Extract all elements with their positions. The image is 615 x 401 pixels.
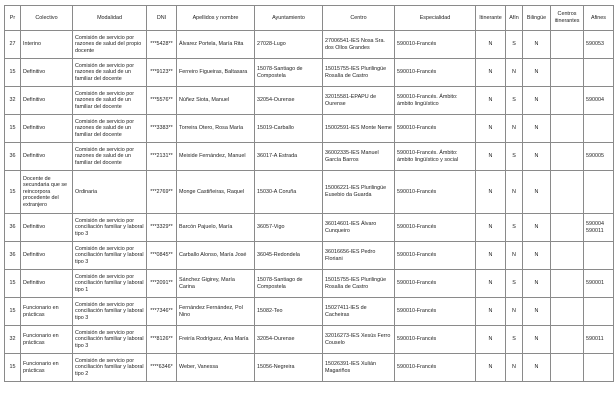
cell-dni: ***2131** [147, 143, 177, 171]
header-row [5, 6, 614, 31]
cell-apellidos-nombre: Barcón Pajuelo, María [177, 214, 255, 242]
cell-apellidos-nombre: Ferreiro Figueiras, Baltasara [177, 59, 255, 87]
cell-dni: ***3383** [147, 115, 177, 143]
cell-dni: ***9123** [147, 59, 177, 87]
cell-afines [584, 115, 614, 143]
cell-afin: S [506, 326, 523, 354]
header-colectivo: Colectivo [21, 6, 73, 31]
cell-apellidos-nombre: Fernández Fernández, Pol Nino [177, 298, 255, 326]
cell-ayuntamiento: 36057-Vigo [255, 214, 323, 242]
cell-bilingue: N [523, 326, 551, 354]
cell-apellidos-nombre: Weber, Vanessa [177, 354, 255, 382]
cell-itinerante: N [476, 298, 506, 326]
cell-especialidad: 590010-Francés [395, 59, 476, 87]
cell-afines: 590011 [584, 326, 614, 354]
cell-bilingue: N [523, 87, 551, 115]
cell-afines: 590005 [584, 143, 614, 171]
cell-centro: 32015581-EPAPU de Ourense [323, 87, 395, 115]
cell-pr: 36 [5, 143, 21, 171]
cell-itinerante: N [476, 354, 506, 382]
cell-especialidad: 590010-Francés [395, 270, 476, 298]
cell-centro: 36002335-IES Manuel García Barros [323, 143, 395, 171]
cell-modalidad: Ordinaria [73, 171, 147, 214]
cell-colectivo: Funcionario en prácticas [21, 298, 73, 326]
cell-modalidad: Comisión de servicio por conciliación familiar y laboral tipo 3 [73, 298, 147, 326]
cell-bilingue: N [523, 242, 551, 270]
cell-pr: 36 [5, 242, 21, 270]
cell-apellidos-nombre: Meixide Fernández, Manuel [177, 143, 255, 171]
cell-afines [584, 354, 614, 382]
cell-especialidad: 590010-Francés [395, 354, 476, 382]
cell-apellidos-nombre: Carballo Alonso, María José [177, 242, 255, 270]
cell-ayuntamiento: 15082-Teo [255, 298, 323, 326]
cell-itinerante: N [476, 115, 506, 143]
cell-especialidad: 590010-Francés [395, 298, 476, 326]
cell-colectivo: Definitivo [21, 59, 73, 87]
cell-centro: 36014601-IES Álvaro Cunqueiro [323, 214, 395, 242]
table-row [5, 214, 614, 242]
cell-centros-itinerantes [551, 87, 584, 115]
cell-afin: N [506, 354, 523, 382]
cell-afines [584, 298, 614, 326]
header-bilingue: Bilingüe [523, 6, 551, 31]
cell-itinerante: N [476, 326, 506, 354]
cell-ayuntamiento: 15078-Santiago de Compostela [255, 59, 323, 87]
cell-especialidad: 590010-Francés [395, 242, 476, 270]
cell-bilingue: N [523, 171, 551, 214]
cell-bilingue: N [523, 31, 551, 59]
table-row [5, 59, 614, 87]
cell-bilingue: N [523, 143, 551, 171]
cell-centro: 15026391-IES Xulián Magariños [323, 354, 395, 382]
cell-modalidad: Comisión de servicio por razones de salud de un familiar del docente [73, 59, 147, 87]
cell-dni: ***3329** [147, 214, 177, 242]
cell-centros-itinerantes [551, 171, 584, 214]
cell-colectivo: Funcionario en prácticas [21, 326, 73, 354]
cell-itinerante: N [476, 31, 506, 59]
header-centro: Centro [323, 6, 395, 31]
cell-centros-itinerantes [551, 59, 584, 87]
cell-modalidad: Comisión de servicio por conciliación familiar y laboral tipo 2 [73, 354, 147, 382]
cell-afin: N [506, 242, 523, 270]
cell-dni: ***2769** [147, 171, 177, 214]
cell-centro: 15015755-IES Plurilingüe Rosalía de Castro [323, 59, 395, 87]
cell-colectivo: Definitivo [21, 270, 73, 298]
cell-centro: 15027411-IES de Cacheiras [323, 298, 395, 326]
cell-bilingue: N [523, 298, 551, 326]
cell-ayuntamiento: 15056-Negreira [255, 354, 323, 382]
cell-afines [584, 171, 614, 214]
cell-centro: 32016273-IES Xesús Ferro Couselo [323, 326, 395, 354]
cell-colectivo: Funcionario en prácticas [21, 354, 73, 382]
table-row [5, 115, 614, 143]
cell-dni: ***0845** [147, 242, 177, 270]
cell-afin: N [506, 171, 523, 214]
cell-ayuntamiento: 36017-A Estrada [255, 143, 323, 171]
cell-centros-itinerantes [551, 270, 584, 298]
cell-dni: ***5576** [147, 87, 177, 115]
header-itinerante: Itinerante [476, 6, 506, 31]
cell-especialidad: 590010-Francés. Ámbito: ámbito lingüístico y social [395, 143, 476, 171]
cell-colectivo: Docente de secundaria que se reincorpora procedente del extranjero [21, 171, 73, 214]
cell-apellidos-nombre: Freiría Rodríguez, Ana María [177, 326, 255, 354]
cell-bilingue: N [523, 214, 551, 242]
table-row [5, 354, 614, 382]
assignments-table [4, 5, 614, 382]
cell-centros-itinerantes [551, 298, 584, 326]
cell-bilingue: N [523, 59, 551, 87]
cell-itinerante: N [476, 87, 506, 115]
cell-centros-itinerantes [551, 242, 584, 270]
header-dni: DNI [147, 6, 177, 31]
cell-itinerante: N [476, 270, 506, 298]
cell-ayuntamiento: 32054-Ourense [255, 326, 323, 354]
cell-pr: 15 [5, 270, 21, 298]
header-ayuntamiento: Ayuntamiento [255, 6, 323, 31]
cell-especialidad: 590010-Francés [395, 115, 476, 143]
cell-pr: 32 [5, 326, 21, 354]
cell-ayuntamiento: 27028-Lugo [255, 31, 323, 59]
cell-centros-itinerantes [551, 354, 584, 382]
table-row [5, 31, 614, 59]
cell-pr: 15 [5, 354, 21, 382]
cell-afin: S [506, 214, 523, 242]
cell-pr: 32 [5, 87, 21, 115]
cell-centro: 15002591-IES Monte Neme [323, 115, 395, 143]
cell-centro: 15006221-IES Plurilingüe Eusebio da Guarda [323, 171, 395, 214]
cell-afines: 590001 [584, 270, 614, 298]
header-especialidad: Especialidad [395, 6, 476, 31]
cell-itinerante: N [476, 214, 506, 242]
cell-ayuntamiento: 36045-Redondela [255, 242, 323, 270]
cell-centros-itinerantes [551, 143, 584, 171]
cell-afin: S [506, 31, 523, 59]
header-pr: Pr [5, 6, 21, 31]
table-row [5, 87, 614, 115]
cell-modalidad: Comisión de servicio por conciliación familiar y laboral tipo 1 [73, 270, 147, 298]
cell-colectivo: Definitivo [21, 214, 73, 242]
cell-pr: 15 [5, 59, 21, 87]
cell-apellidos-nombre: Núñez Siota, Manuel [177, 87, 255, 115]
table-row [5, 242, 614, 270]
cell-colectivo: Definitivo [21, 242, 73, 270]
cell-bilingue: N [523, 354, 551, 382]
table-row [5, 171, 614, 214]
cell-dni: ****6346* [147, 354, 177, 382]
cell-apellidos-nombre: Monge Castiñeiras, Raquel [177, 171, 255, 214]
cell-itinerante: N [476, 59, 506, 87]
cell-ayuntamiento: 15019-Carballo [255, 115, 323, 143]
cell-itinerante: N [476, 242, 506, 270]
cell-centros-itinerantes [551, 31, 584, 59]
cell-pr: 36 [5, 214, 21, 242]
header-afin: Afín [506, 6, 523, 31]
cell-apellidos-nombre: Sánchez Gigirey, María Carina [177, 270, 255, 298]
cell-itinerante: N [476, 143, 506, 171]
header-modalidad: Modalidad [73, 6, 147, 31]
cell-colectivo: Interino [21, 31, 73, 59]
cell-centros-itinerantes [551, 115, 584, 143]
table-row [5, 270, 614, 298]
cell-modalidad: Comisión de servicio por razones de salud de un familiar del docente [73, 143, 147, 171]
cell-colectivo: Definitivo [21, 115, 73, 143]
cell-dni: ***2091** [147, 270, 177, 298]
cell-afines: 590004 [584, 87, 614, 115]
cell-pr: 15 [5, 298, 21, 326]
cell-modalidad: Comisión de servicio por conciliación familiar y laboral tipo 3 [73, 242, 147, 270]
cell-pr: 15 [5, 115, 21, 143]
cell-afines: 590053 [584, 31, 614, 59]
cell-pr: 27 [5, 31, 21, 59]
cell-afin: N [506, 59, 523, 87]
cell-modalidad: Comisión de servicio por razones de salud del propio docente [73, 31, 147, 59]
cell-itinerante: N [476, 171, 506, 214]
cell-afin: N [506, 298, 523, 326]
cell-apellidos-nombre: Torreira Otero, Rosa María [177, 115, 255, 143]
cell-modalidad: Comisión de servicio por conciliación familiar y laboral tipo 3 [73, 214, 147, 242]
cell-pr: 15 [5, 171, 21, 214]
cell-especialidad: 590010-Francés [395, 214, 476, 242]
header-centros-itinerantes: Centros itinerantes [551, 6, 584, 31]
cell-afin: S [506, 270, 523, 298]
cell-modalidad: Comisión de servicio por conciliación familiar y laboral tipo 3 [73, 326, 147, 354]
cell-dni: ***8126** [147, 326, 177, 354]
cell-ayuntamiento: 32054-Ourense [255, 87, 323, 115]
cell-afines [584, 242, 614, 270]
cell-centro: 15015755-IES Plurilingüe Rosalía de Castro [323, 270, 395, 298]
cell-ayuntamiento: 15030-A Coruña [255, 171, 323, 214]
cell-colectivo: Definitivo [21, 143, 73, 171]
table-row [5, 298, 614, 326]
cell-colectivo: Definitivo [21, 87, 73, 115]
cell-centros-itinerantes [551, 214, 584, 242]
cell-centros-itinerantes [551, 326, 584, 354]
cell-modalidad: Comisión de servicio por razones de salud de un familiar del docente [73, 87, 147, 115]
cell-bilingue: N [523, 115, 551, 143]
header-apellidos-nombre: Apellidos y nombre [177, 6, 255, 31]
table-row [5, 143, 614, 171]
cell-dni: ***7346** [147, 298, 177, 326]
cell-dni: ***5428** [147, 31, 177, 59]
cell-apellidos-nombre: Álvarez Portela, María Rita [177, 31, 255, 59]
cell-especialidad: 590010-Francés [395, 171, 476, 214]
cell-bilingue: N [523, 270, 551, 298]
cell-modalidad: Comisión de servicio por razones de salud de un familiar del docente [73, 115, 147, 143]
header-afines: Afines [584, 6, 614, 31]
cell-afin: N [506, 115, 523, 143]
cell-afines: 590004 590011 [584, 214, 614, 242]
cell-afin: S [506, 87, 523, 115]
cell-centro: 36016656-IES Pedro Floriani [323, 242, 395, 270]
cell-especialidad: 590010-Francés. Ámbito: ámbito lingüístico [395, 87, 476, 115]
cell-especialidad: 590010-Francés [395, 31, 476, 59]
cell-ayuntamiento: 15078-Santiago de Compostela [255, 270, 323, 298]
cell-afin: S [506, 143, 523, 171]
table-row [5, 326, 614, 354]
cell-afines [584, 59, 614, 87]
cell-centro: 27006541-IES Nosa Sra. dos Ollos Grandes [323, 31, 395, 59]
cell-especialidad: 590010-Francés [395, 326, 476, 354]
